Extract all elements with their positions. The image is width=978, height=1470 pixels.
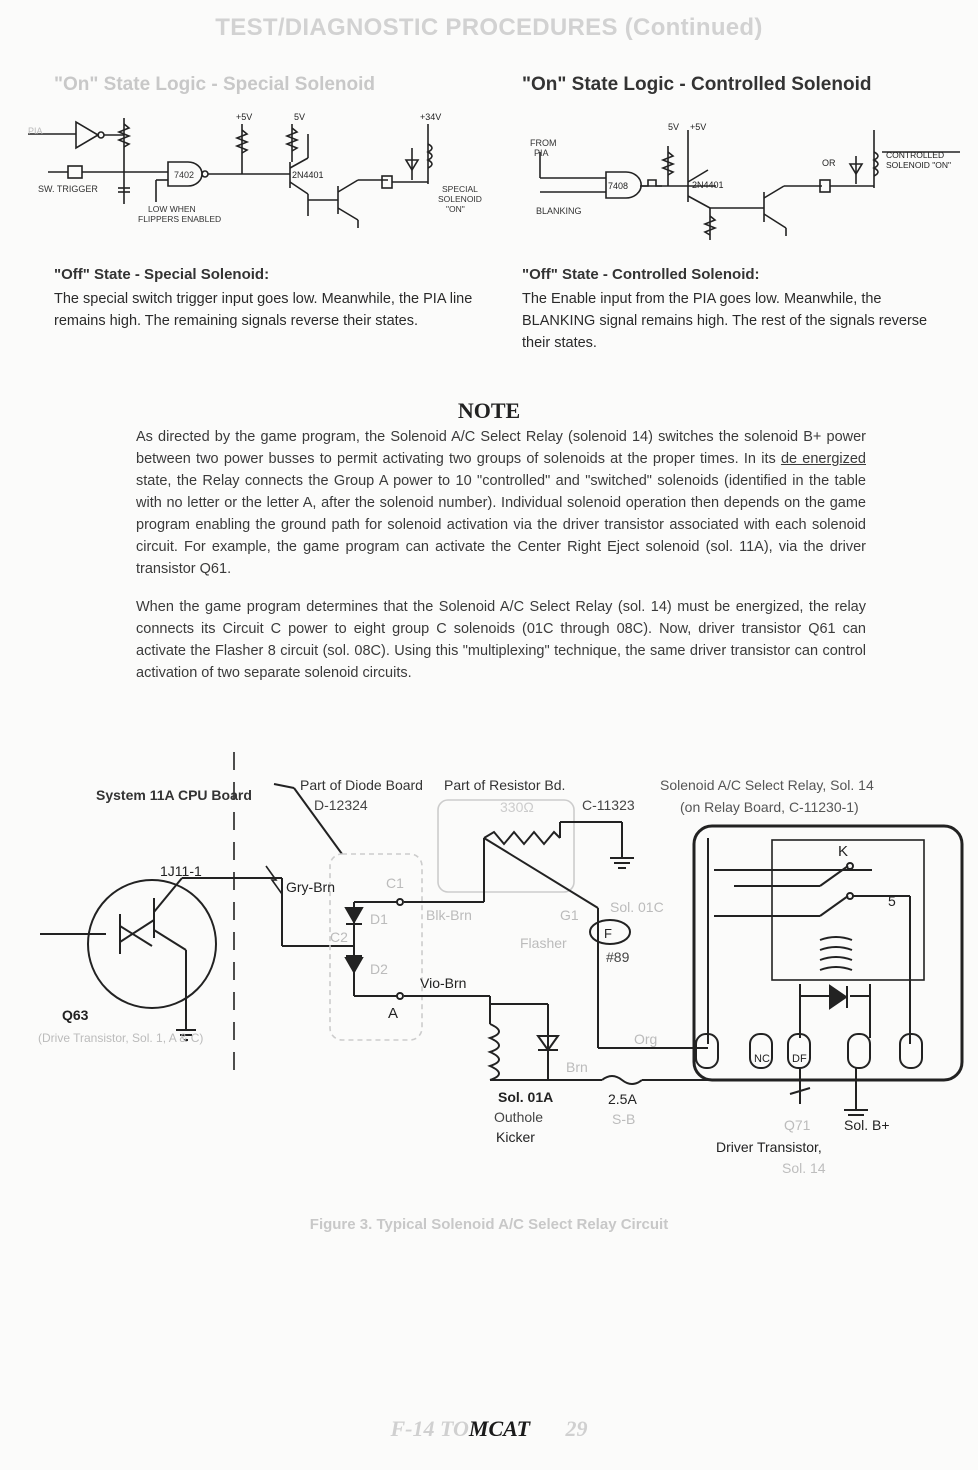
flasher-symbol: F [604,926,612,941]
nc-terminal: NC [754,1053,770,1065]
svg-text:SOLENOID "ON": SOLENOID "ON" [886,160,952,170]
svg-text:+5V: +5V [690,122,707,132]
brn-wire-label: Brn [566,1059,588,1075]
vio-brn-label: Vio-Brn [420,975,467,991]
svg-text:BLANKING: BLANKING [536,206,582,216]
d2-label: D2 [370,961,388,977]
sol-01a-label: Sol. 01A [498,1089,554,1105]
svg-text:SPECIAL: SPECIAL [442,184,478,194]
controlled-solenoid-schematic [520,112,970,246]
left-panel-title: "On" State Logic - Special Solenoid [54,74,376,95]
resistor-part: C-11323 [582,797,635,813]
svg-text:7408: 7408 [608,181,629,191]
relay-sub: (on Relay Board, C-11230-1) [680,799,859,815]
org-wire-label: Org [634,1031,658,1047]
driver-sub-label: Sol. 14 [782,1160,826,1176]
kicker-label: Kicker [496,1129,535,1145]
svg-text:LOW WHEN: LOW WHEN [148,204,196,214]
right-caption-title: "Off" State - Controlled Solenoid: [522,266,760,283]
note-body [136,426,866,700]
system-label: System 11A CPU Board [96,787,252,803]
sol-flash-label: Sol. 01C [610,899,664,915]
svg-text:FROM: FROM [530,138,557,148]
svg-text:SOLENOID: SOLENOID [438,194,482,204]
footer-title: MCAT [468,1416,531,1441]
diode-board-label: Part of Diode Board [300,777,423,793]
svg-text:SW. TRIGGER: SW. TRIGGER [38,184,98,194]
svg-text:5V: 5V [294,112,306,122]
svg-text:+34V: +34V [420,112,442,122]
footer-prefix: F-14 TO [390,1416,469,1441]
svg-text:CONTROLLED: CONTROLLED [886,150,945,160]
note-paragraph-1: As directed by the game program, the Solenoid A/C Select Relay (solenoid 14) switches the solenoid B+ power between two power busses to permit activating two groups of solenoids at the proper times. In its de energized state, the Relay connects the Group A power to 10 "controlled" and "switched" solenoids (identified in the table with no letter or the letter A, after the solenoid number). Individual solenoid operation then depends on the game program enabling the ground path for solenoid activation via the driver transistor associated with each solenoid circuit. For example, the game program can activate the Center Right Eject solenoid (sol. 11A), via the driver transistor Q61. [136,429,866,577]
flasher-number: #89 [606,949,630,965]
svg-text:2N4401: 2N4401 [292,170,324,180]
c2-label: C2 [330,929,348,945]
resistor-board-label: Part of Resistor Bd. [444,777,566,793]
svg-text:+5V: +5V [236,112,253,122]
df-terminal: DF [792,1053,807,1065]
q71-label: Q71 [784,1117,811,1133]
g1-label: G1 [560,907,579,923]
page-footer [0,1416,978,1442]
svg-text:FLIPPERS ENABLED: FLIPPERS ENABLED [138,214,222,224]
sb-label: S-B [612,1111,636,1127]
svg-text:7402: 7402 [174,170,195,180]
d1-label: D1 [370,911,388,927]
flasher-label: Flasher [520,935,567,951]
right-caption-text: The Enable input from the PIA goes low. Meanwhile, the BLANKING signal remains high. The rest of the signals reverse their states. [522,291,928,351]
diode-board-part: D-12324 [314,797,368,813]
a-terminal-label: A [388,1005,399,1022]
svg-text:5V: 5V [668,122,680,132]
right-panel-title: "On" State Logic - Controlled Solenoid [522,74,872,95]
left-caption-title: "Off" State - Special Solenoid: [54,266,270,283]
q-label: Q63 [62,1007,89,1023]
c1-label: C1 [386,875,404,891]
note-paragraph-2: When the game program determines that the Solenoid A/C Select Relay (sol. 14) must be energized, the relay connects its Circuit C power to eight group C solenoids (01C through 08C). Now, driver transistor Q61 can activate the Flasher 8 circuit (sol. 08C). Using this "multiplexing" technique, the same driver transistor can control activation of two separate solenoid circuits. [136,599,866,681]
relay-pin-5: 5 [888,893,896,909]
fuse-label: 2.5A [608,1091,637,1107]
q-sub-label: (Drive Transistor, Sol. 1, A & C) [38,1031,204,1045]
figure-caption: Figure 3. Typical Solenoid A/C Select Relay Circuit [309,1216,669,1233]
relay-title: Solenoid A/C Select Relay, Sol. 14 [660,777,874,793]
blk-brn-label: Blk-Brn [426,907,472,923]
outhole-label: Outhole [494,1109,544,1125]
resistor-value: 330Ω [500,799,534,815]
svg-text:PIA: PIA [534,148,549,158]
page-header: TEST/DIAGNOSTIC PROCEDURES (Continued) [215,14,763,41]
relay-k-label: K [838,843,849,860]
sol-b-plus-label: Sol. B+ [844,1117,890,1133]
svg-text:"ON": "ON" [446,204,465,214]
note-title: NOTE [457,398,521,423]
left-caption-text: The special switch trigger input goes low. Meanwhile, the PIA line remains high. The remaining signals reverse their states. [54,291,473,329]
driver-label: Driver Transistor, [716,1139,822,1155]
wire-gry-label: Gry-Brn [286,879,335,895]
relay-circuit-diagram [30,748,970,1158]
special-solenoid-schematic [28,104,490,254]
svg-text:PIA: PIA [28,126,43,136]
svg-text:OR: OR [822,158,836,168]
svg-text:2N4401: 2N4401 [692,180,724,190]
connector-label: 1J11-1 [160,863,202,879]
page-number: 29 [565,1416,588,1441]
